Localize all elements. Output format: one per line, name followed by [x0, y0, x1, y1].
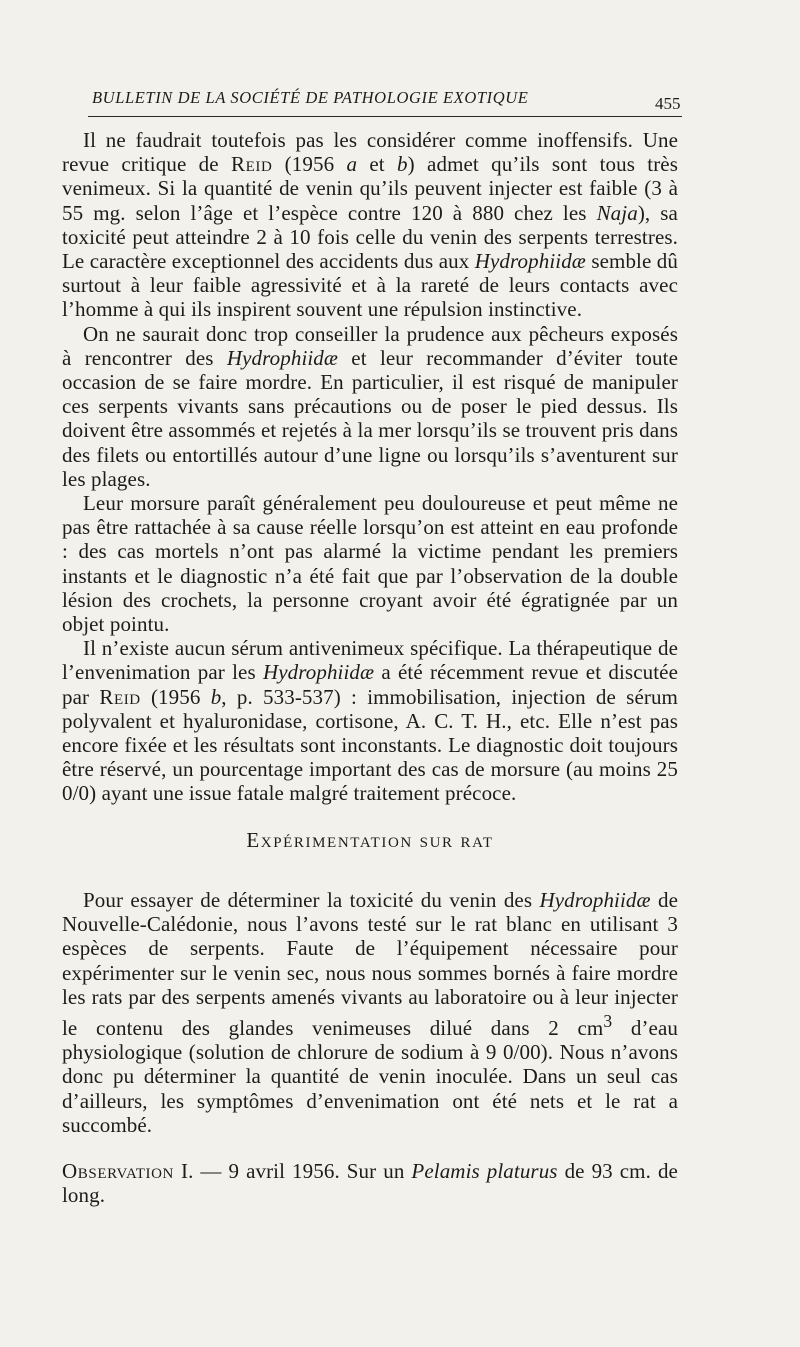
text-run: , p. 533-537) : immobilisation, injection de sérum polyvalent et hyaluronidase, cortisone, A. C. T. H., etc. Elle n’est pas encore fixée et les résultats sont inconstants. Le diagnostic doit toujours être réservé, un pourcentage important des cas de morsure (au moins 25 0/0) ayant une issue fatale malgré traitement précoce. — [62, 684, 678, 806]
superscript: 3 — [603, 1010, 613, 1031]
family-name: Hydrophiidæ — [226, 345, 339, 370]
observation-label: Observation — [62, 1158, 174, 1183]
text-run: a été récemment revue et discutée par — [62, 660, 678, 709]
author-name: Reid — [230, 152, 273, 177]
text-run: Il n’existe aucun sérum antivenimeux spécifique. La thérapeutique de l’envenimation par les — [62, 636, 678, 685]
text-run: I. — 9 avril 1956. Sur un — [173, 1158, 412, 1183]
text-run: semble dû surtout à leur faible agressivité et à la rareté de leurs contacts avec l’homme à qui ils inspirent souvent une répulsion instinctive. — [62, 249, 679, 322]
paragraph-3 — [62, 491, 678, 636]
paragraph-5 — [62, 888, 678, 1137]
citation-letter: b — [397, 152, 408, 177]
text-run: Pour essayer de déterminer la toxicité du venin des — [83, 887, 540, 912]
text-run: Leur morsure paraît généralement peu douloureuse et peut même ne pas être rattachée à sa cause réelle lorsqu’on est atteint en eau profonde : des cas mortels n’ont pas alarmé la victime pendant les premiers instants et le diagnostic n’a été fait que par l’observation de la double lésion des crochets, la personne croyant avoir été égratignée par un objet pointu. — [62, 491, 678, 637]
text-run: d’eau physiologique (solution de chlorure de sodium à 9 0/00). Nous n’avons donc pu déterminer la quantité de venin inoculée. Dans un seul cas d’ailleurs, les symptômes d’envenimation ont été nets et le rat a succombé. — [62, 1015, 678, 1137]
text-run: Il ne faudrait toutefois pas les considérer comme inoffensifs. Une revue critique de — [62, 128, 678, 177]
header-rule — [88, 116, 682, 117]
text-run: de Nouvelle-Calédonie, nous l’avons testé sur le rat blanc en utilisant 3 espèces de serpents. Faute de l’équipement nécessaire pour expérimenter sur le venin sec, nous nous sommes bornés à faire mordre les rats par des serpents amenés vivants au laboratoire ou à leur injecter le contenu des glandes venimeuses dilué dans 2 cm — [62, 887, 678, 1040]
citation-letter: b — [210, 684, 222, 709]
species-name: Pelamis platurus — [411, 1158, 558, 1183]
running-head: BULLETIN DE LA SOCIÉTÉ DE PATHOLOGIE EXOTIQUE — [92, 88, 529, 107]
section-heading: Expérimentation sur rat — [246, 827, 494, 852]
paragraph-2 — [62, 322, 678, 491]
paragraph-4 — [62, 636, 678, 805]
text-run: (1956 — [272, 152, 347, 177]
text-run: et leur recommander d’éviter toute occasion de se faire mordre. En particulier, il est risqué de manipuler ces serpents vivants sans précautions ou de poser le pied dessus. Ils doivent être assommés et rejetés à la mer lorsqu’ils se trouvent pris dans des filets ou entortillés autour d’une ligne ou lorsqu’ils s’aventurent sur les plages. — [62, 345, 678, 491]
citation-letter: a — [346, 152, 358, 177]
paragraph-1 — [62, 128, 678, 322]
family-name: Hydrophiidæ — [262, 660, 375, 685]
text-run: et — [357, 152, 398, 177]
family-name: Hydrophiidæ — [539, 887, 651, 912]
text-run: On ne saurait donc trop conseiller la prudence aux pêcheurs exposés à rencontrer des — [62, 321, 678, 370]
observation-entry — [62, 1159, 678, 1207]
text-run: de 93 cm. de long. — [62, 1158, 678, 1208]
family-name: Hydrophiidæ — [474, 249, 586, 274]
text-run: ), sa toxicité peut atteindre 2 à 10 fois celle du venin des serpents terrestres. Le caractère exceptionnel des accidents dus aux — [62, 200, 678, 274]
body-text — [62, 128, 678, 1207]
text-run: ) admet qu’ils sont tous très venimeux. Si la quantité de venin qu’ils peuvent injecter est faible (3 à 55 mg. selon l’âge et l’espèce contre 120 à 880 chez les — [62, 152, 678, 225]
page-number: 455 — [655, 94, 681, 113]
genus-name: Naja — [596, 200, 638, 225]
text-run: (1956 — [140, 684, 211, 709]
author-name: Reid — [99, 684, 141, 709]
